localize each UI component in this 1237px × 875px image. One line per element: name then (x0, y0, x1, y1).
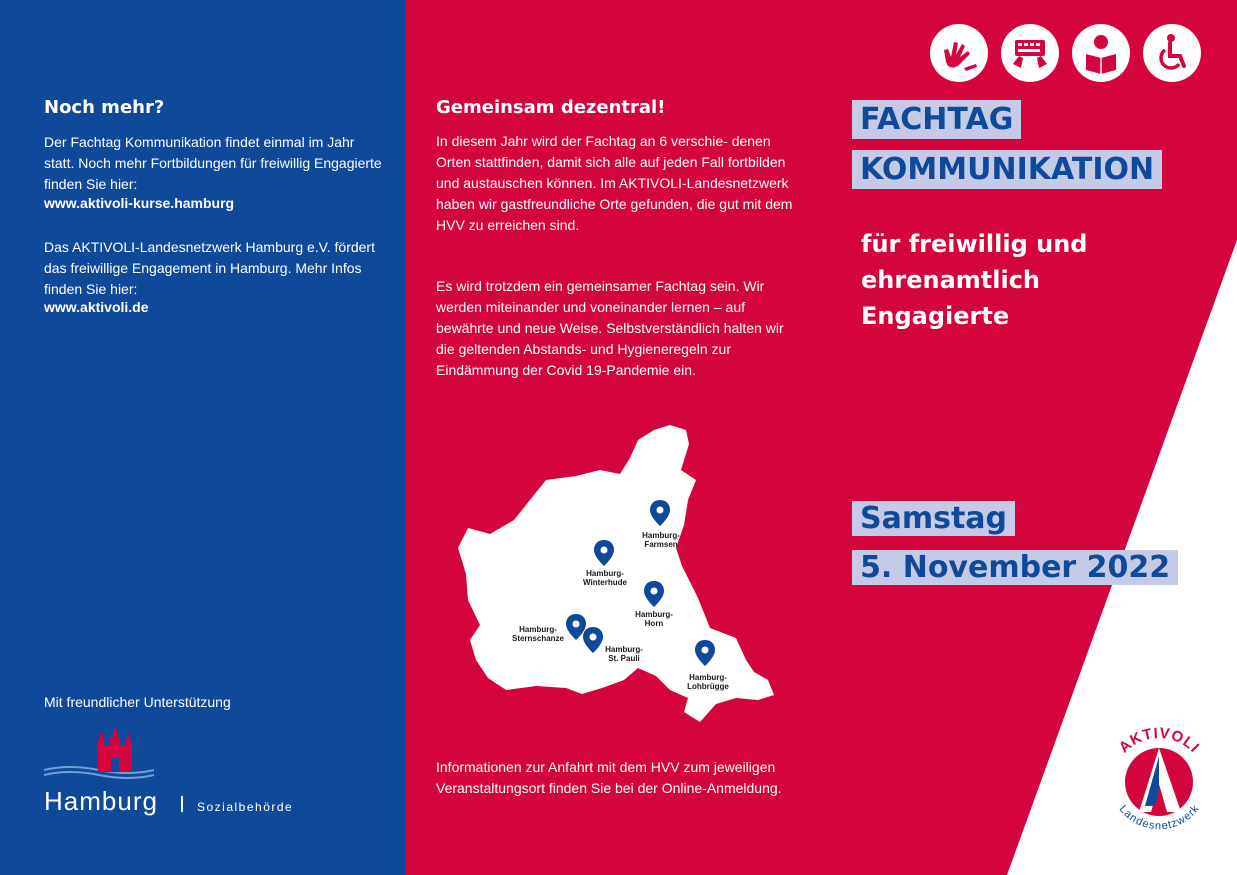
hamburg-map (406, 0, 837, 875)
sign-language-icon (930, 24, 988, 82)
svg-text:Hamburg-Winterhude (583, 569, 627, 587)
sponsor-department: Sozialbehörde (197, 800, 294, 814)
courses-link[interactable]: www.aktivoli-kurse.hamburg (44, 195, 235, 211)
svg-text:Hamburg-St. Pauli (605, 645, 643, 663)
middle-panel (406, 0, 837, 875)
map-label: Farmsen (644, 540, 678, 549)
map-label: Horn (644, 619, 664, 628)
map-label: Hamburg- (642, 531, 680, 540)
middle-paragraph-directions: Informationen zur Anfahrt mit dem HVV zum jeweiligen Veranstaltungsort finden Sie bei der Online-Anmeldung. (436, 759, 782, 796)
date-day: Samstag (852, 501, 1015, 536)
svg-text:Hamburg-Sternschanze (512, 625, 565, 643)
title-line-1: FACHTAG (852, 100, 1021, 139)
sponsor-divider (181, 796, 183, 812)
wheelchair-icon (1143, 24, 1201, 82)
map-label: Hamburg- (605, 645, 643, 654)
support-label: Mit freundlicher Unterstützung (44, 694, 231, 710)
aktivoli-logo (1099, 718, 1219, 838)
map-label: Hamburg- (689, 673, 727, 682)
map-label: St. Pauli (608, 654, 640, 663)
middle-paragraph-locations: In diesem Jahr wird der Fachtag an 6 verschie- denen Orten stattfinden, damit sich alle auf jeden Fall fortbilden und austauschen können. Im AKTIVOLI-Landesnetzwerk haben wir gastfreundliche Orte gefunden, die gut mit dem HVV zu erreichen sind. (436, 133, 793, 233)
map-label: Winterhude (583, 578, 627, 587)
map-label: Lohbrügge (687, 682, 729, 691)
left-paragraph-network: Das AKTIVOLI-Landesnetzwerk Hamburg e.V. fördert das freiwillige Engagement in Hamburg. Mehr Infos finden Sie hier: (44, 239, 375, 297)
subtitle: für freiwillig und ehrenamtlich Engagierte (861, 230, 1088, 330)
map-label: Hamburg- (635, 610, 673, 619)
aktivoli-link[interactable]: www.aktivoli.de (44, 299, 149, 315)
logo-text-bottom: Landesnetzwerk (1116, 803, 1202, 833)
left-heading: Noch mehr? (44, 97, 165, 118)
sponsor-name: Hamburg (44, 786, 158, 816)
svg-text:Hamburg-Lohbrügge (687, 673, 729, 691)
left-panel (0, 0, 406, 875)
middle-heading: Gemeinsam dezentral! (436, 97, 666, 118)
middle-paragraph-joint-event: Es wird trotzdem ein gemeinsamer Fachtag sein. Wir werden miteinander und voneinander lernen – auf bewährte und neue Weise. Selbstverständlich halten wir die geltenden Abstands- und Hygieneregeln zur Eindämmung der Covid 19-Pandemie ein. (436, 278, 784, 378)
braille-keyboard-icon (1001, 24, 1059, 82)
title-line-2: KOMMUNIKATION (852, 150, 1162, 189)
logo-text-top: AKTIVOLI (1115, 724, 1203, 757)
date-full: 5. November 2022 (852, 550, 1178, 585)
map-label: Hamburg- (586, 569, 624, 578)
svg-text:Hamburg-Farmsen (642, 531, 680, 549)
hamburg-crest-icon (44, 728, 154, 780)
left-paragraph-courses: Der Fachtag Kommunikation findet einmal im Jahr statt. Noch mehr Fortbildungen für freiwillig Engagierte finden Sie hier: (44, 134, 382, 192)
right-panel (837, 0, 1237, 875)
map-label: Hamburg- (519, 625, 557, 634)
easy-read-icon (1072, 24, 1130, 82)
map-label: Sternschanze (511, 634, 565, 643)
